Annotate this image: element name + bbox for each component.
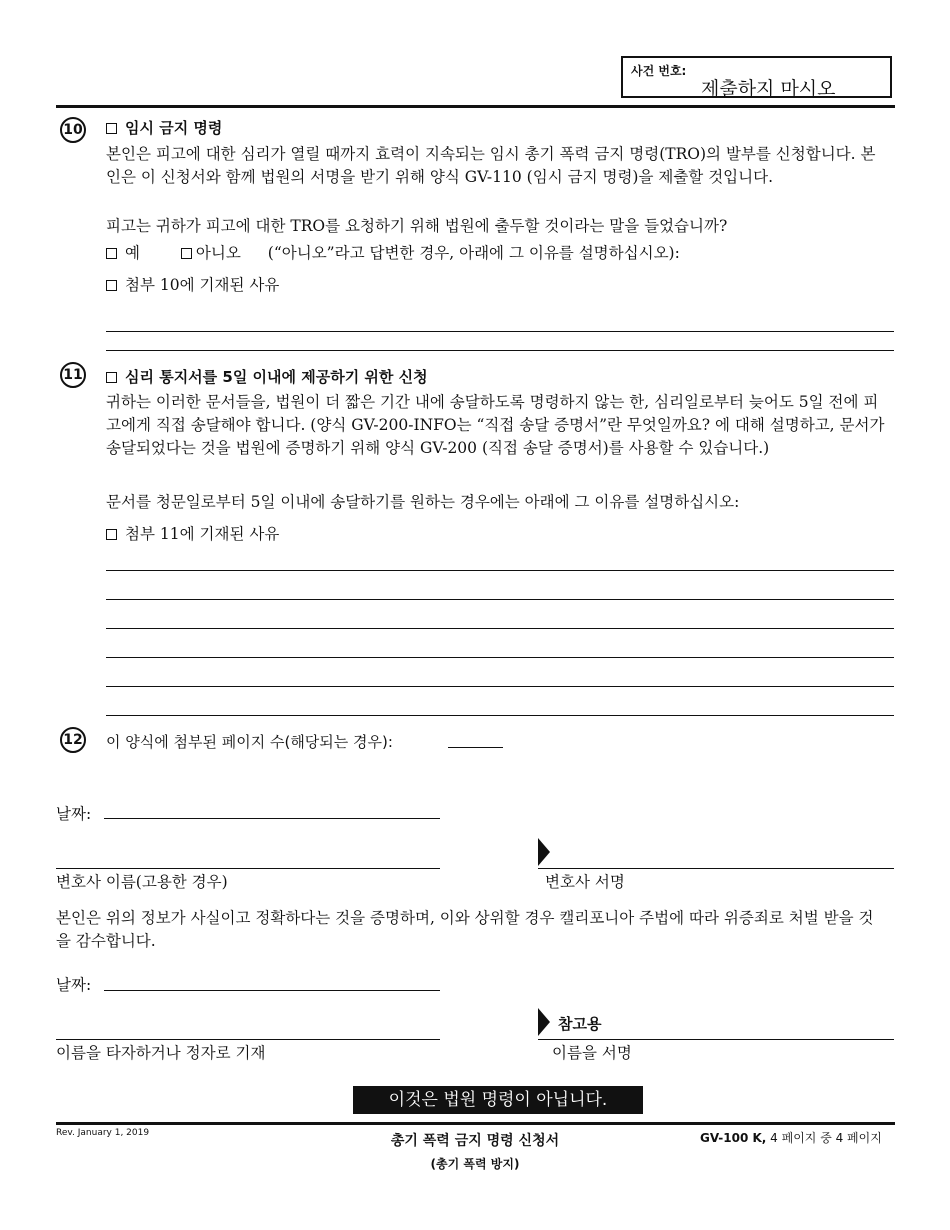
section-11-heading: [106, 366, 428, 387]
pages-attached-label: 이 양식에 첨부된 페이지 수(해당되는 경우):: [106, 733, 393, 751]
no-checkbox[interactable]: [181, 248, 192, 259]
tro-question: 피고는 귀하가 피고에 대한 TRO를 요청하기 위해 법원에 출두할 것이라는 말을 들었습니까?: [106, 217, 728, 235]
footer-rule: [56, 1122, 895, 1125]
signature-field[interactable]: [538, 1039, 894, 1040]
section-10-title: 임시 금지 명령: [125, 119, 223, 137]
answer-line[interactable]: [106, 570, 894, 571]
answer-line[interactable]: [106, 350, 894, 351]
date-field-2[interactable]: [104, 990, 440, 991]
yes-checkbox[interactable]: [106, 248, 117, 259]
attachment-11-label: 첨부 11에 기재된 사유: [125, 525, 280, 543]
no-note: (“아니오”라고 답변한 경우, 아래에 그 이유를 설명하십시오):: [267, 244, 680, 262]
form-subtitle: (총기 폭력 방지): [430, 1157, 520, 1171]
attachment-10-checkbox[interactable]: [106, 280, 117, 291]
attachment-10-label: 첨부 10에 기재된 사유: [125, 276, 280, 294]
section-11-reason-prompt: 문서를 청문일로부터 5일 이내에 송달하기를 원하는 경우에는 아래에 그 이유를 설명하십시오:: [106, 493, 740, 511]
answer-line[interactable]: [106, 331, 894, 332]
tro-answer-row: [106, 241, 886, 263]
section-12-number: 12: [60, 727, 86, 753]
print-name-label: 이름을 타자하거나 정자로 기재: [56, 1044, 266, 1062]
answer-line[interactable]: [106, 628, 894, 629]
section-10-paragraph: 본인은 피고에 대한 심리가 열릴 때까지 효력이 지속되는 임시 총기 폭력 금지 명령(TRO)의 발부를 신청합니다. 본인은 이 신청서와 함께 법원의 서명을 받기 위해 양식 GV-110 (임시 금지 명령)을 제출할 것입니다.: [106, 145, 876, 186]
date-label: 날짜:: [56, 805, 92, 823]
date-field[interactable]: [104, 818, 440, 819]
attorney-signature-field[interactable]: [538, 868, 894, 869]
section-11-title: 심리 통지서를 5일 이내에 제공하기 위한 신청: [125, 368, 428, 386]
perjury-declaration: 본인은 위의 정보가 사실이고 정확하다는 것을 증명하며, 이와 상위할 경우 캘리포니아 주법에 따라 위증죄로 처벌 받을 것을 감수합니다.: [56, 909, 874, 950]
answer-line[interactable]: [106, 686, 894, 687]
short-notice-checkbox[interactable]: [106, 372, 117, 383]
sign-name-label: 이름을 서명: [552, 1044, 632, 1062]
no-label: 아니오: [195, 244, 241, 262]
pages-attached-field[interactable]: [448, 747, 503, 748]
form-title: 총기 폭력 금지 명령 신청서: [390, 1133, 560, 1149]
answer-line[interactable]: [106, 715, 894, 716]
section-10-heading: [106, 117, 222, 138]
page-number: 4 페이지 중 4 페이지: [770, 1131, 882, 1145]
case-number-label: 사건 번호:: [631, 64, 687, 78]
attorney-name-field[interactable]: [56, 868, 440, 869]
attorney-name-label: 변호사 이름(고용한 경우): [56, 873, 228, 891]
reference-only-label: 참고용: [558, 1015, 602, 1033]
attorney-signature-label: 변호사 서명: [545, 873, 625, 891]
case-number-box: [621, 56, 892, 98]
print-name-field[interactable]: [56, 1039, 440, 1040]
sign-here-arrow-icon: [538, 838, 550, 866]
section-11-paragraph: 귀하는 이러한 문서들을, 법원이 더 짧은 기간 내에 송달하도록 명령하지 않는 한, 심리일로부터 늦어도 5일 전에 피고에게 직접 송달해야 합니다. (양식 GV-200-INFO는 “직접 송달 증명서”란 무엇일까요? 에 대해 설명하고, 문서가 송달되었다는 것을 법원에 증명하기 위해 양식 GV-200 (직접 송달 증명서)를 사용할 수 있습니다.): [106, 393, 885, 457]
revision-date: Rev. January 1, 2019: [56, 1128, 150, 1138]
yes-label: 예: [125, 244, 140, 262]
form-id: GV-100 K,: [700, 1131, 767, 1145]
date-label-2: 날짜:: [56, 976, 92, 994]
attachment-11-row: [106, 522, 279, 544]
section-10-number: 10: [60, 117, 86, 143]
tro-checkbox[interactable]: [106, 123, 117, 134]
answer-line[interactable]: [106, 599, 894, 600]
attachment-10-row: [106, 273, 279, 295]
answer-line[interactable]: [106, 657, 894, 658]
header-rule: [56, 105, 895, 108]
not-court-order-banner: 이것은 법원 명령이 아닙니다.: [353, 1086, 643, 1114]
section-11-number: 11: [60, 362, 86, 388]
attachment-11-checkbox[interactable]: [106, 529, 117, 540]
case-number-value: 제출하지 마시오: [701, 78, 836, 100]
form-page-info: [700, 1129, 882, 1146]
sign-here-arrow-icon: [538, 1008, 550, 1036]
